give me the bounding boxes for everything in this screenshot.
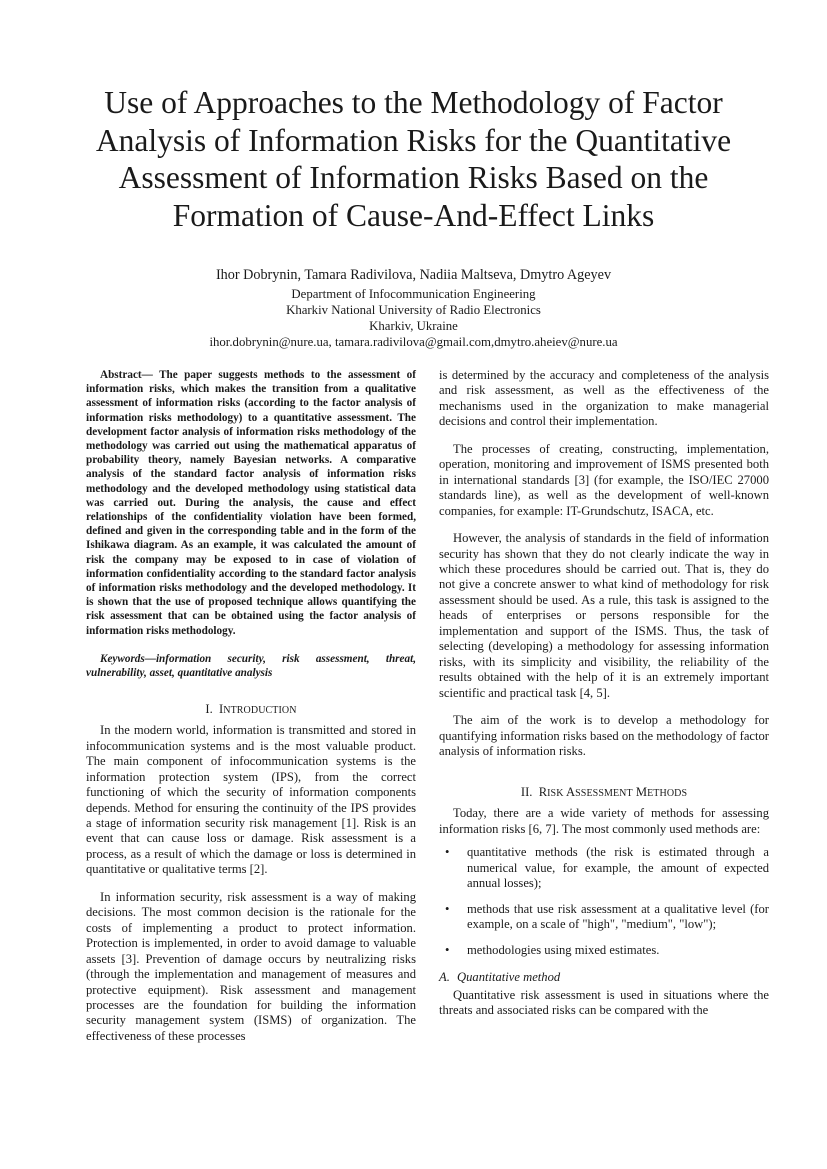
quantitative-paragraph: Quantitative risk assessment is used in situations where the threats and associated risks can be compared with the (439, 987, 769, 1017)
bullet-icon: • (445, 901, 450, 916)
section-title-initial: M (635, 785, 648, 800)
methods-list (439, 845, 769, 958)
university: Kharkiv National University of Radio Electronics (286, 302, 541, 317)
section-title-initial: A (566, 785, 576, 800)
email-list: ihor.dobrynin@nure.ua, tamara.radivilova@gmail.com,dmytro.aheiev@nure.ua (209, 334, 618, 349)
section-heading-introduction (86, 702, 416, 718)
subsection-heading-quantitative (439, 970, 769, 985)
location: Kharkiv, Ukraine (369, 318, 458, 333)
abstract: Abstract— The paper suggests methods to the assessment of information risks, which makes the transition from a qualitative assessment of information risks (according to the factor analysis of information risks methodology) to a quantitative assessment. The development factor analysis of information risks methodology of the methodology was carried out using the mathematical apparatus of probability theory, namely Bayesian networks. A comparative analysis of the standard factor analysis of information risks methodology and the developed methodology using statistical data was carried out. During the analysis, the cause and effect relationships of the confidentiality violation have been formed, defined and given in the corresponding table and in the form of the Ishikawa diagram. As an example, it was calculated the amount of risk the company may be exposed to in case of violation of information confidentiality according to the standard factor analysis of information risks methodology and the developed methodology. It is shown that the use of proposed technique allows quantifying the risk assessment that can be obtained using the factor analysis of information risks methodology. (86, 369, 416, 637)
department: Department of Infocommunication Engineering (291, 287, 536, 301)
right-paragraph-3: However, the analysis of standards in the field of information security has shown that they do not clearly indicate the way in which these procedures should be carried out. That is, they do not give a concrete answer to what kind of methodology for risk assessment should be used. As a rule, this task is assigned to the heads of enterprises or persons responsible for the implementation and support of the ISMS. Thus, the task of selecting (developing) a methodology for assessing information risks, with its simplicity and visibility, the reliability of the results obtained with the help of it is an extremely important scientific and practical task [4, 5]. (439, 531, 769, 700)
section-title-initial: R (538, 785, 548, 800)
subsection-title: Quantitative method (457, 970, 561, 985)
methods-intro: Today, there are a wide variety of methods for assessing information risks [6, 7]. The most commonly used methods are: (439, 806, 769, 836)
list-item (439, 943, 769, 958)
right-paragraph-2: The processes of creating, constructing, implementation, operation, monitoring and improvement of ISMS presented both in international standards [3] (for example, the ISO/IEC 27000 standards line), as well as the development of well-known companies, for example: IT-Grundschutz, ISACA, etc. (439, 441, 769, 518)
section-title-rest: ETHODS (647, 788, 688, 800)
keywords: Keywords—information security, risk assessment, threat, vulnerability, asset, quantitative analysis (86, 652, 416, 680)
author-list: Ihor Dobrynin, Tamara Radivilova, Nadiia Maltseva, Dmytro Ageyev (215, 267, 612, 283)
section-heading-risk-assessment (439, 785, 769, 801)
right-paragraph-1: is determined by the accuracy and completeness of the analysis and risk assessment, as well as the effectiveness of the mechanisms used in the organization to make managerial decisions and control their implementation. (439, 368, 769, 429)
section-title-rest: ISK (547, 788, 564, 800)
list-item (439, 902, 769, 933)
bullet-icon: • (445, 942, 450, 957)
list-item-text: methods that use risk assessment at a qualitative level (for example, on a scale of "high", "medium", "low"); (467, 901, 769, 932)
list-item-text: methodologies using mixed estimates. (467, 942, 660, 957)
subsection-label: A. (439, 970, 450, 985)
left-column (86, 368, 416, 1044)
list-item (439, 845, 769, 891)
section-title-rest: SSESSMENT (575, 788, 633, 800)
intro-paragraph-2: In information security, risk assessment is a way of making decisions. The most common decision is the rationale for the costs of implementing a product to protect information. Protection is implemented, in order to avoid damage to valuable assets [3]. Prevention of damage occurs by neutralizing risks (through the implementation and management of measures and protective equipment). Risk assessment and management processes are the foundation for building the information security management system (ISMS) of organization. The effectiveness of these processes (86, 889, 416, 1043)
section-number: I. (205, 702, 213, 717)
paper-title: Use of Approaches to the Methodology of Factor Analysis of Information Risks for the Quantitative Assessment of Information Risks Based on the Formation of Cause-And-Effect Links (95, 85, 732, 233)
bullet-icon: • (445, 845, 450, 860)
right-column (439, 368, 769, 1018)
section-title-rest: NTRODUCTION (223, 705, 297, 717)
intro-paragraph-1: In the modern world, information is transmitted and stored in infocommunication systems and is the most valuable product. The main component of infocommunication systems is the information protection system (IPS), from the correct functioning of which the security of information components depends. Method for ensuring the continuity of the IPS provides a stage of information security risk management [1]. Risk is an event that can cause loss or damage. Risk assessment is a process, as a result of which the damage or loss is determined in quantitative or qualitative terms [2]. (86, 723, 416, 877)
section-number: II. (520, 785, 533, 800)
right-paragraph-4: The aim of the work is to develop a methodology for quantifying information risks based on the methodology of factor analysis of information risks. (439, 713, 769, 758)
affiliation-block (60, 287, 767, 351)
list-item-text: quantitative methods (the risk is estimated through a numerical value, for example, the amount of expected annual losses); (467, 845, 769, 891)
section-title-initial: I (219, 702, 224, 717)
